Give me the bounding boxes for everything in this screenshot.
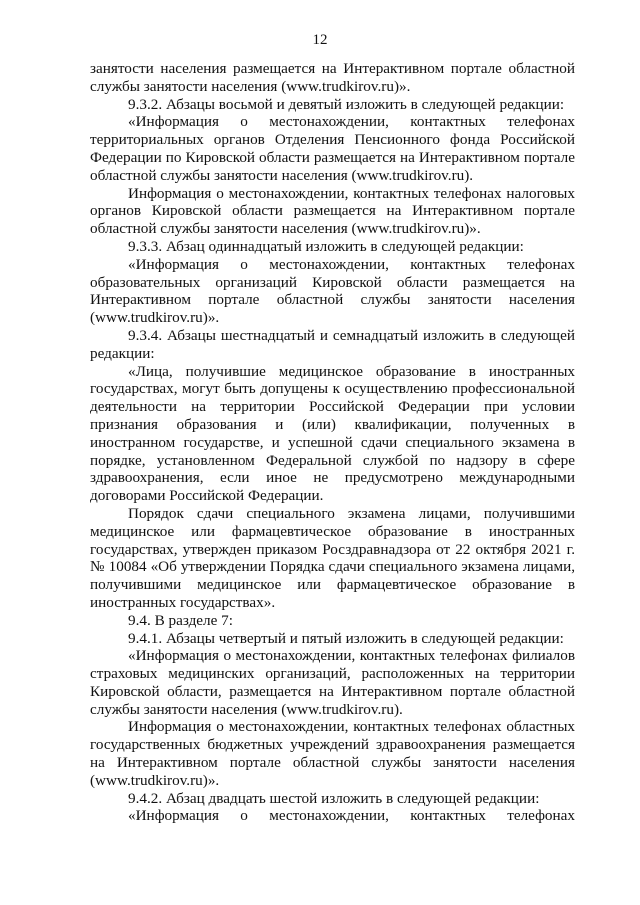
paragraph: 9.4.1. Абзацы четвертый и пятый изложить в следующей редакции: — [128, 629, 564, 647]
paragraph: 9.4.2. Абзац двадцать шестой изложить в следующей редакции: — [128, 789, 540, 807]
paragraph: 9.4. В разделе 7: — [128, 611, 233, 629]
paragraph: «Информация о местонахождении, контактных телефонах образовательных организаций Кировской области размещается на Интерактивном портале областной службы занятости населения (www.trudkirov.ru)». — [90, 255, 575, 327]
paragraph: занятости населения размещается на Интерактивном портале областной службы занятости населения (www.trudkirov.ru)». — [90, 60, 575, 95]
paragraph: Информация о местонахождении, контактных телефонах налоговых органов Кировской области размещается на Интерактивном портале областной службы занятости населения (www.trudkirov.ru)». — [90, 184, 575, 238]
paragraph: Порядок сдачи специального экзамена лицами, получившими медицинское или фармацевтическое образование в иностранных государствах, утвержден приказом Росздравнадзора от 22 октября 2021 г. № 10084 «Об утверждении Порядка сдачи специального экзамена лицами, получившими медицинское или фармацевтическое образование в иностранных государствах». — [90, 504, 575, 611]
paragraph: «Информация о местонахождении, контактных телефонах филиалов страховых медицинских организаций, расположенных на территории Кировской области, размещается на Интерактивном портале областной службы занятости населения (www.trudkirov.ru). — [90, 647, 575, 718]
document-body — [90, 60, 575, 825]
paragraph: 9.3.2. Абзацы восьмой и девятый изложить в следующей редакции: — [128, 95, 565, 113]
paragraph: Информация о местонахождении, контактных телефонах областных государственных бюджетных учреждений здравоохранения размещается на Интерактивном портале областной службы занятости населения (www.trudkirov.ru)». — [90, 718, 575, 789]
paragraph: 9.3.4. Абзацы шестнадцатый и семнадцатый изложить в следующей редакции: — [90, 326, 575, 362]
paragraph: «Информация о местонахождении, контактных телефонах — [128, 807, 575, 825]
paragraph: «Лица, получившие медицинское образование в иностранных государствах, могут быть допущены к осуществлению профессиональной деятельности на территории Российской Федерации при условии признания образования и (или) квалификации, полученных в иностранном государстве, и успешной сдачи специального экзамена в порядке, установленном Федеральной службой по надзору в сфере здравоохранения, если иное не предусмотрено международными договорами Российской Федерации. — [90, 362, 575, 505]
paragraph: «Информация о местонахождении, контактных телефонах территориальных органов Отделения Пенсионного фонда Российской Федерации по Кировской области размещается на Интерактивном портале областной службы занятости населения (www.trudkirov.ru). — [90, 113, 575, 184]
paragraph: 9.3.3. Абзац одиннадцатый изложить в следующей редакции: — [128, 237, 524, 255]
page-number: 12 — [312, 32, 328, 48]
